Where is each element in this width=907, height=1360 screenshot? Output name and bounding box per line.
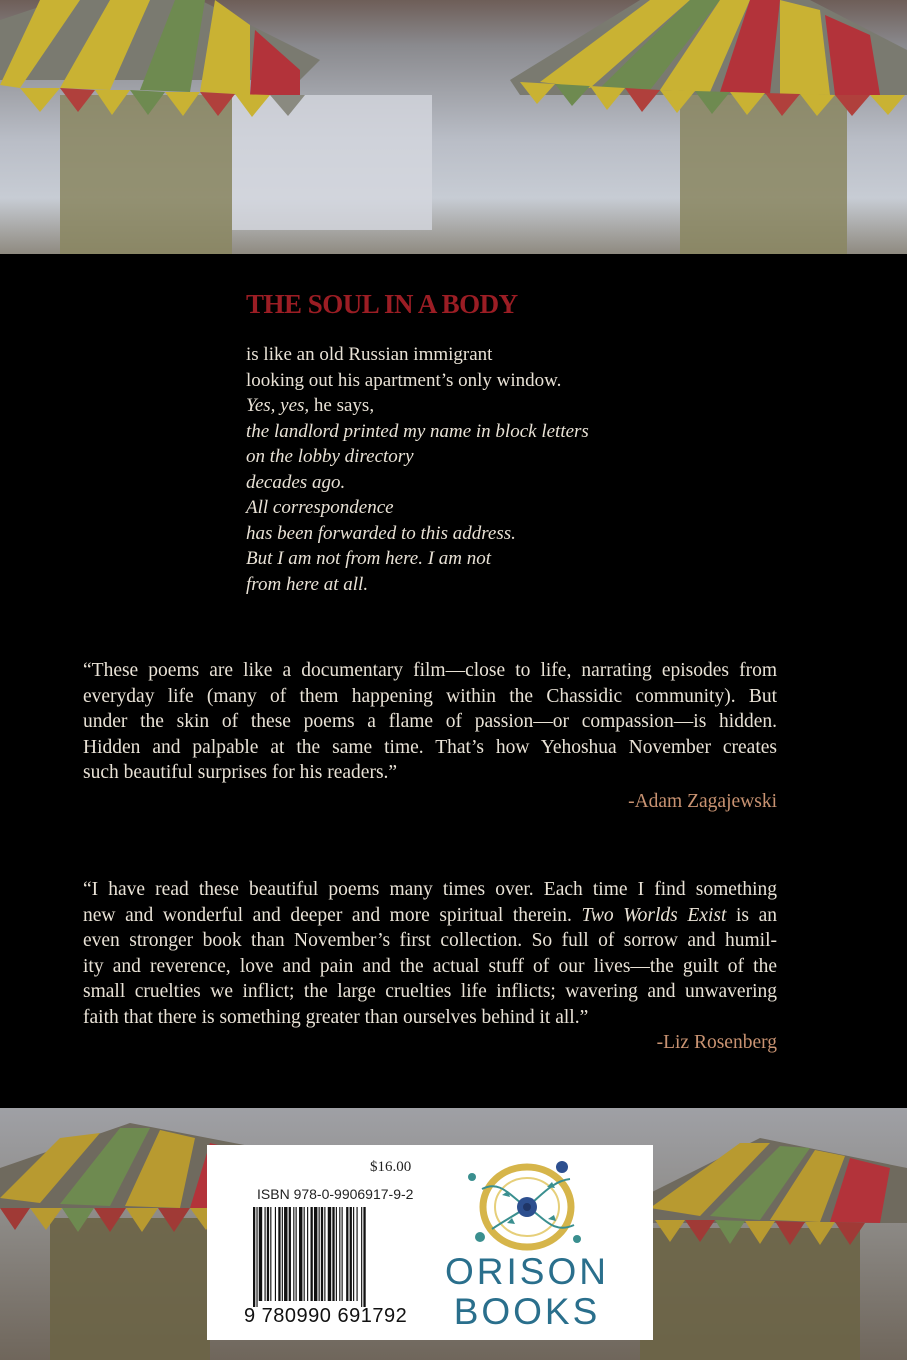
barcode-bar	[282, 1207, 283, 1301]
barcode-bar	[350, 1207, 352, 1301]
book-title-italic: Two Worlds Exist	[581, 904, 727, 926]
barcode-bar	[304, 1207, 305, 1301]
barcode-bar	[363, 1207, 365, 1307]
barcode-bar	[332, 1207, 334, 1301]
barcode-bar	[357, 1207, 358, 1301]
poem-line: has been forwarded to this address.	[246, 522, 516, 544]
barcode-bar	[319, 1207, 320, 1301]
blurb-line: even stronger book than November’s first collection. So full of sorrow and humil-	[83, 930, 777, 952]
barcode-bar	[265, 1207, 266, 1301]
publisher-name-line2: BOOKS	[453, 1291, 601, 1332]
blurb-attribution: -Liz Rosenberg	[656, 1032, 777, 1053]
barcode-bar	[289, 1207, 291, 1301]
blurb-line: faith that there is something greater than ourselves behind it all.”	[83, 1006, 589, 1028]
poem-line: But I am not from here. I am not	[246, 548, 492, 569]
barcode-bar	[342, 1207, 343, 1301]
poem-line: decades ago.	[246, 471, 346, 493]
barcode-bar	[293, 1207, 294, 1301]
blurb-text: new and wonderful and deeper and more spiritual therein.	[83, 904, 582, 926]
poem-line: on the lobby directory	[246, 446, 414, 467]
barcode-bar	[311, 1207, 313, 1301]
barcode-bar	[296, 1207, 297, 1301]
barcode-bar	[307, 1207, 308, 1301]
barcode-bar	[339, 1207, 340, 1301]
tent-painting-top	[0, 0, 907, 254]
poem-line: the landlord printed my name in block letters	[246, 420, 589, 442]
barcode-bar	[275, 1207, 276, 1301]
blurb-line: everyday life (many of them happening within the Chassidic community). But	[83, 685, 777, 707]
barcode-bar	[253, 1207, 255, 1307]
blurb-line: small cruelties we inflict; the large cruelties life inflicts; wavering and unwavering	[83, 981, 777, 1003]
poem-body	[246, 342, 666, 597]
blurb-line: under the skin of these poems a flame of passion—or compassion—is hidden.	[83, 711, 777, 733]
barcode	[253, 1207, 405, 1307]
blurb-zagajewski	[83, 658, 777, 786]
barcode-bar	[299, 1207, 302, 1301]
barcode-digits: 9 780990 691792	[244, 1305, 408, 1327]
barcode-panel	[207, 1145, 653, 1340]
barcode-bar	[346, 1207, 348, 1301]
blurb-text: is an	[726, 904, 777, 926]
orison-ornament-logo	[452, 1159, 602, 1251]
isbn-label: ISBN 978-0-9906917-9-2	[257, 1186, 414, 1202]
barcode-bar	[353, 1207, 354, 1301]
tent-body-right	[680, 95, 847, 254]
barcode-bar	[336, 1207, 337, 1301]
poem-title: THE SOUL IN A BODY	[246, 289, 518, 319]
barcode-bar	[284, 1207, 287, 1301]
barcode-bar	[256, 1207, 257, 1307]
barcode-bar	[267, 1207, 269, 1301]
barcode-bar	[270, 1207, 271, 1301]
barcode-bar	[259, 1207, 262, 1301]
barcode-bar	[328, 1207, 331, 1301]
blurb-line: “I have read these beautiful poems many times over. Each time I find something	[83, 879, 777, 900]
blurb-line: such beautiful surprises for his readers.”	[83, 762, 398, 784]
poem-line: All correspondence	[246, 497, 394, 518]
poem-line: looking out his apartment’s only window.	[246, 369, 562, 391]
poem-line-roman-part: he says,	[309, 395, 375, 416]
poem-line: is like an old Russian immigrant	[246, 344, 493, 365]
barcode-bar	[278, 1207, 280, 1301]
barcode-bar	[361, 1207, 362, 1307]
blurb-line: Hidden and palpable at the same time. That’s how Yehoshua November creates	[83, 736, 777, 758]
poem-line: from here at all.	[246, 573, 369, 595]
barcode-bar	[324, 1207, 325, 1301]
barcode-bar	[321, 1207, 323, 1301]
barcode-bar	[314, 1207, 317, 1301]
cover-painting-top	[0, 0, 907, 254]
price-label: $16.00	[370, 1159, 412, 1175]
tent-body-left	[60, 95, 232, 254]
poem-line	[246, 393, 666, 419]
poem-line-italic-part: Yes, yes,	[246, 395, 310, 416]
blurb-line: “These poems are like a documentary film—close to life, narrating episodes from	[83, 660, 777, 681]
blurb-attribution: -Adam Zagajewski	[628, 791, 777, 812]
blurb-rosenberg	[83, 877, 777, 1031]
blurb-line: ity and reverence, love and pain and the actual stuff of our lives—the guilt of the	[83, 955, 777, 977]
blurb-line	[83, 903, 777, 929]
publisher-name-line1: ORISON	[445, 1251, 609, 1292]
